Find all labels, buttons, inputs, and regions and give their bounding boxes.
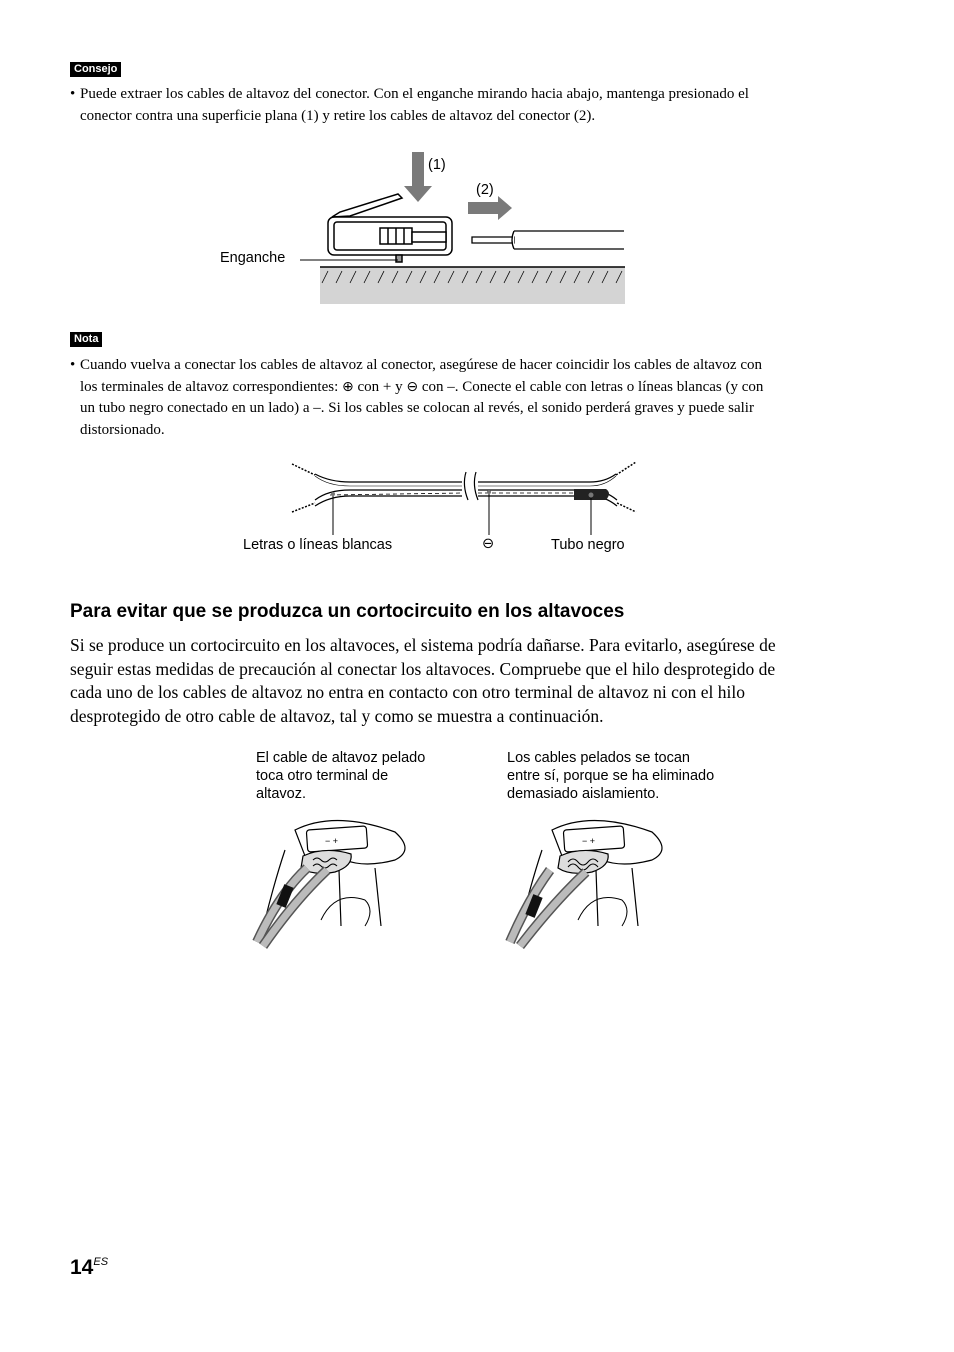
plus-symbol: ⊕ xyxy=(342,378,354,395)
section-line-4: desprotegido de otro cable de altavoz, tal y como se muestra a continuación. xyxy=(70,705,604,726)
tip-line-2: conector contra una superficie plana (1) y retire los cables de altavoz del conector (2). xyxy=(80,107,596,124)
svg-text:− +: − + xyxy=(582,836,596,846)
section-line-2: seguir estas medidas de precaución al conectar los altavoces. Compruebe que el hilo desprotegido de xyxy=(70,658,776,679)
black-tube-label: Tubo negro xyxy=(551,537,625,553)
tip-line-1: Puede extraer los cables de altavoz del conector. Con el enganche mirando hacia abajo, mantenga presionado el xyxy=(80,86,749,102)
short-circuit-left-figure xyxy=(255,810,425,950)
svg-text:− +: − + xyxy=(325,836,339,846)
left-caption: El cable de altavoz pelado toca otro terminal de altavoz. xyxy=(256,750,426,802)
note-line-2: los terminales de altavoz correspondientes: ⊕ con + y ⊖ con –. Conecte el cable con letras o líneas blancas (y con xyxy=(80,378,764,395)
section-line-1: Si se produce un cortocircuito en los altavoces, el sistema podría dañarse. Para evitarlo, asegúrese de xyxy=(70,635,776,655)
page-number: $14^{ES}$ xyxy=(70,1256,109,1279)
step-1-label: (1) xyxy=(428,157,446,173)
language-suffix: ES xyxy=(93,1256,109,1268)
note-line-4: distorsionado. xyxy=(80,421,165,438)
tip-bullet: • xyxy=(70,86,76,102)
stripped-wire-ends xyxy=(292,462,636,512)
section-body xyxy=(70,634,870,728)
note-line-3: un tubo negro conectado en un lado) a –. Si los cables se colocan al revés, el sonido perderá graves y puede salir xyxy=(80,400,754,416)
step-2-label: (2) xyxy=(476,182,494,198)
section-line-3: cada uno de los cables de altavoz no entra en contacto con otro terminal de altavoz ni con el hilo xyxy=(70,682,745,702)
note-badge: Nota xyxy=(70,332,102,347)
hook-label: Enganche xyxy=(220,250,286,266)
note-line-1: Cuando vuelva a conectar los cables de altavoz al conector, asegúrese de hacer coincidir los cables de altavoz con xyxy=(80,357,763,373)
white-lines-label: Letras o líneas blancas xyxy=(243,537,393,553)
tip-badge: Consejo xyxy=(70,62,121,77)
right-caption: Los cables pelados se tocan entre sí, porque se ha eliminado demasiado aislamiento. xyxy=(507,750,715,802)
short-circuit-right-figure xyxy=(506,810,676,950)
minus-terminal-label: ⊖ xyxy=(482,536,495,552)
section-heading: Para evitar que se produzca un cortocircuito en los altavoces xyxy=(70,601,625,622)
minus-symbol: ⊖ xyxy=(406,378,419,395)
note-bullet: • xyxy=(70,357,76,373)
